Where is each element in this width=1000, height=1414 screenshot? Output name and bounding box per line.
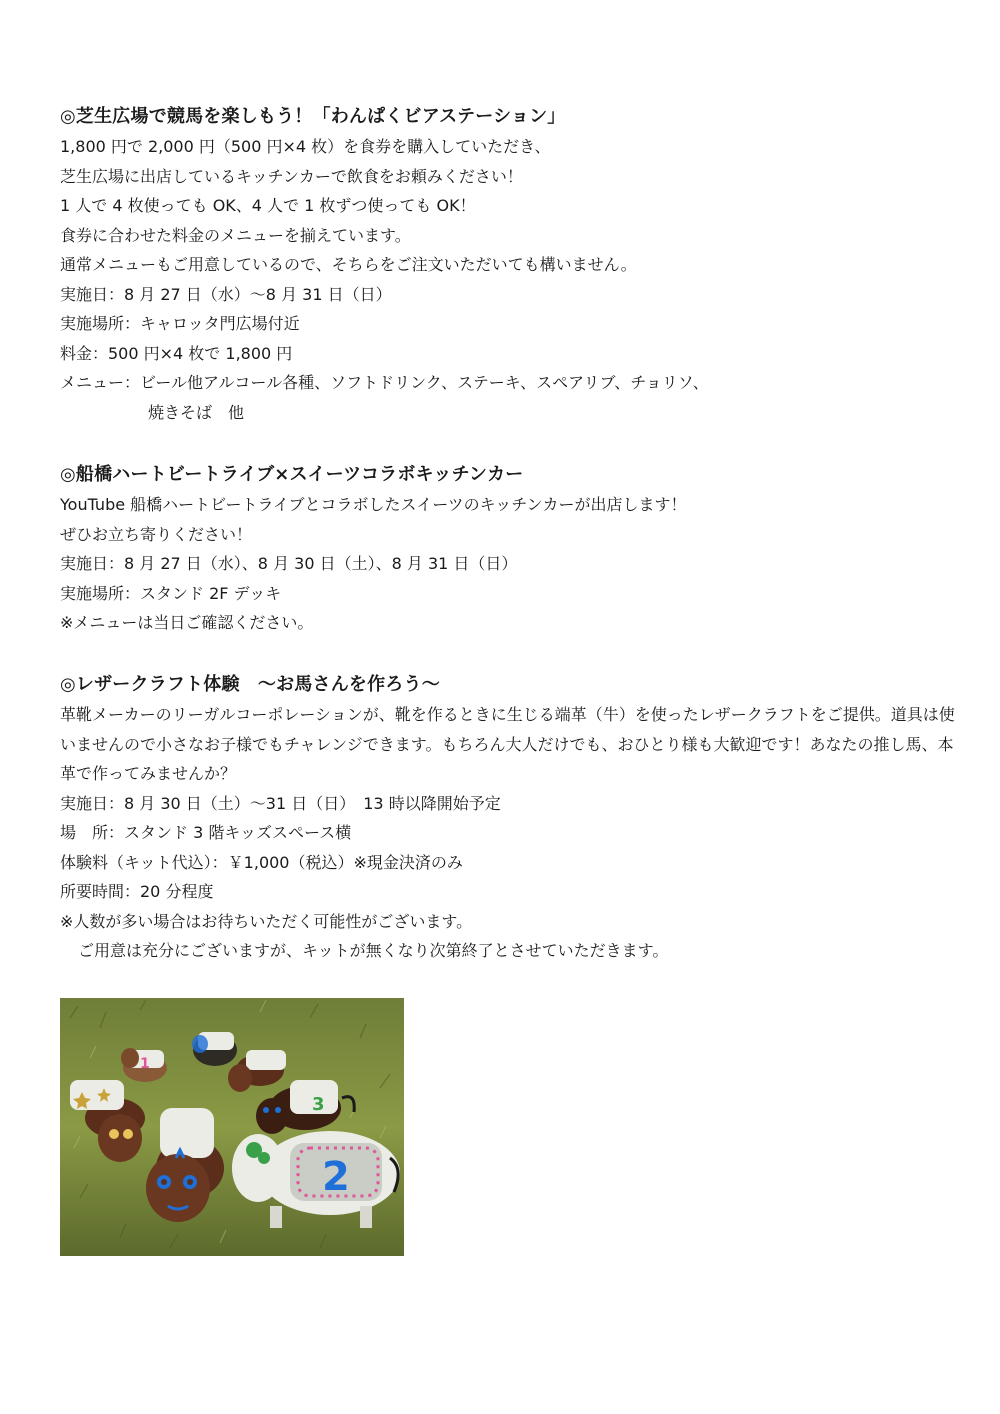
horse-number: 1	[140, 1056, 150, 1072]
section-heading: ◎船橋ハートビートライブ×スイーツコラボキッチンカー	[60, 464, 524, 485]
event-menu: メニュー：ビール他アルコール各種、ソフトドリンク、ステーキ、スペアリブ、チョリソ、	[60, 373, 709, 392]
note-line: ※人数が多い場合はお待ちいただく可能性がございます。	[60, 911, 473, 931]
body-line: ぜひお立ち寄りください！	[60, 524, 253, 544]
section-heading: ◎レザークラフト体験 ～お馬さんを作ろう～	[60, 674, 440, 695]
section-leather-craft	[60, 670, 965, 966]
event-location: 場 所：スタンド 3 階キッズスペース横	[60, 823, 352, 842]
body-line: 1,800 円で 2,000 円（500 円×4 枚）を食券を購入していただき、	[60, 137, 551, 156]
note-line: ※メニューは当日ご確認ください。	[60, 613, 314, 632]
body-line: YouTube 船橋ハートビートライブとコラボしたスイーツのキッチンカーが出店します！	[60, 495, 687, 514]
horse-number: 3	[312, 1094, 325, 1115]
event-date: 実施日：8 月 27 日（水）～8 月 31 日（日）	[60, 284, 392, 304]
body-line: 通常メニューもご用意しているので、そちらをご注文いただいても構いません。	[60, 255, 637, 274]
body-line: 1 人で 4 枚使っても OK、4 人で 1 枚ずつ使っても OK！	[60, 196, 476, 215]
event-menu-continued: 焼きそば 他	[148, 402, 245, 422]
event-price: 体験料（キット代込）：￥1,000（税込）※現金決済のみ	[60, 852, 463, 872]
leather-horse-photo	[60, 998, 404, 1256]
event-location: 実施場所：キャロッタ門広場付近	[60, 314, 300, 333]
section-heading: ◎芝生広場で競馬を楽しもう！「わんぱくビアステーション」	[60, 106, 566, 127]
event-location: 実施場所：スタンド 2F デッキ	[60, 583, 282, 603]
event-duration: 所要時間：20 分程度	[60, 882, 214, 901]
body-line: 芝生広場に出店しているキッチンカーで飲食をお頼みください！	[60, 166, 523, 186]
event-date: 実施日：8 月 30 日（土）～31 日（日） 13 時以降開始予定	[60, 793, 501, 813]
note-line: ご用意は充分にございますが、キットが無くなり次第終了とさせていただきます。	[78, 941, 669, 960]
event-price: 料金：500 円×4 枚で 1,800 円	[60, 343, 293, 363]
body-line: 食券に合わせた料金のメニューを揃えています。	[60, 225, 411, 245]
section-sweets-kitchen-car	[60, 460, 965, 638]
section-beer-station	[60, 102, 965, 427]
body-paragraph: 革靴メーカーのリーガルコーポレーションが、靴を作るときに生じる端革（牛）を使ったレザークラフトをご提供。道具は使いませんので小さなお子様でもチャレンジできます。もちろん大人だけでも、おひとり様も大歓迎です！あなたの推し馬、本革で作ってみませんか？	[60, 705, 955, 783]
event-date: 実施日：8 月 27 日（水）、8 月 30 日（土）、8 月 31 日（日）	[60, 554, 518, 573]
horse-number: 2	[322, 1154, 350, 1200]
